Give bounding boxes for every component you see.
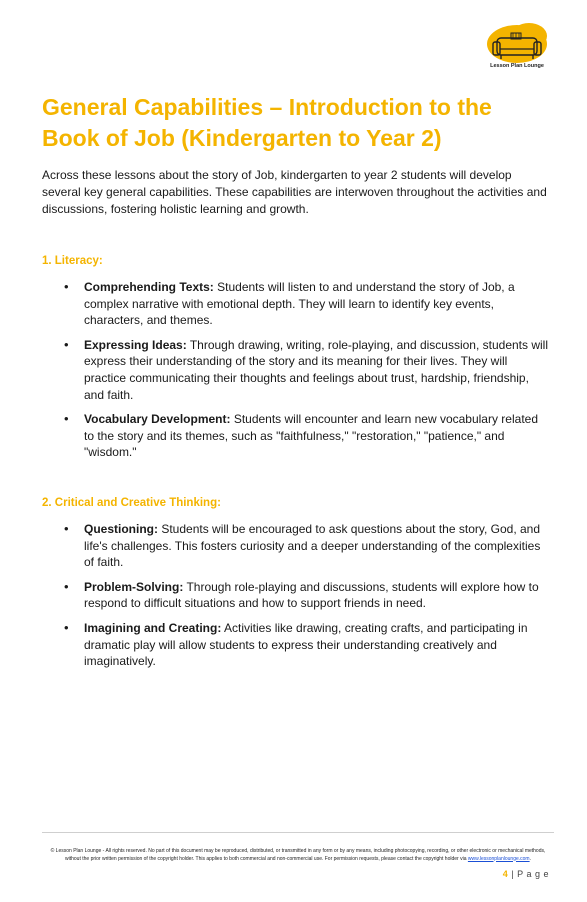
section-heading-literacy: 1. Literacy: bbox=[42, 255, 103, 267]
item-text: Activities like drawing, creating crafts, and participating in dramatic play will allow students to express their understanding creatively and imaginatively. bbox=[84, 620, 528, 669]
item-text: Through drawing, writing, role-playing, and discussion, students will express their understanding of the story and its meaning for their lives. They will practice communicating their thoughts and feelings about trust, hardship, friendship, and faith. bbox=[84, 337, 549, 402]
footer-copyright bbox=[46, 848, 550, 863]
item-text: Through role-playing and discussions, students will explore how to respond to difficult situations and how to support friends in need. bbox=[84, 579, 539, 611]
page-number bbox=[503, 869, 549, 879]
item-term: Expressing Ideas: bbox=[84, 337, 187, 352]
item-term: Vocabulary Development: bbox=[84, 412, 231, 427]
list-item bbox=[84, 579, 548, 612]
list-item bbox=[84, 279, 548, 329]
item-term: Comprehending Texts: bbox=[84, 280, 214, 294]
item-term: Questioning: bbox=[84, 522, 158, 536]
page-title: General Capabilities – Introduction to the Book of Job (Kindergarten to Year 2) bbox=[42, 94, 492, 151]
list-item bbox=[84, 521, 548, 571]
intro-paragraph: Across these lessons about the story of Job, kindergarten to year 2 students will develop several key general capabilities. These capabilities are interwoven throughout the activities and discussions, fostering holistic learning and growth. bbox=[42, 168, 547, 216]
website-link[interactable]: www.lessonplanlounge.com bbox=[467, 855, 530, 862]
page-number-value: 4 bbox=[502, 869, 509, 879]
list-item bbox=[84, 620, 548, 670]
list-item bbox=[84, 337, 548, 403]
literacy-list bbox=[84, 279, 548, 469]
link-suffix: . bbox=[529, 855, 531, 862]
item-text: Students will listen to and understand the story of Job, a complex narrative with emotional depth. They will learn to identify key events, characters, and themes. bbox=[84, 280, 515, 328]
copyright-text: © Lesson Plan Lounge - All rights reserved. No part of this document may be reproduced, distributed, or transmitted in any form or by any means, including photocopying, recording, or other electronic or mechanical methods, without the prior written permission of the copyright holder. This applies to both commercial and non-commercial use. For permission requests, please contact the copyright holder via bbox=[50, 848, 546, 862]
item-term: Problem-Solving: bbox=[84, 579, 184, 594]
item-text: Students will be encouraged to ask questions about the story, God, and life's challenges. This fosters curiosity and a deeper understanding of the complexities of faith. bbox=[84, 522, 541, 570]
logo-text: Lesson Plan Lounge bbox=[490, 63, 544, 69]
item-term: Imagining and Creating: bbox=[84, 620, 222, 635]
section-heading-critical-creative-thinking: 2. Critical and Creative Thinking: bbox=[42, 497, 221, 509]
list-item bbox=[84, 411, 548, 461]
page-label: | P a g e bbox=[511, 869, 549, 879]
item-text: Students will encounter and learn new vocabulary related to the story and its themes, such as "faithfulness," "restoration," "patience," and "wisdom." bbox=[84, 412, 539, 460]
critical-thinking-list bbox=[84, 521, 548, 678]
footer-divider bbox=[42, 832, 554, 833]
